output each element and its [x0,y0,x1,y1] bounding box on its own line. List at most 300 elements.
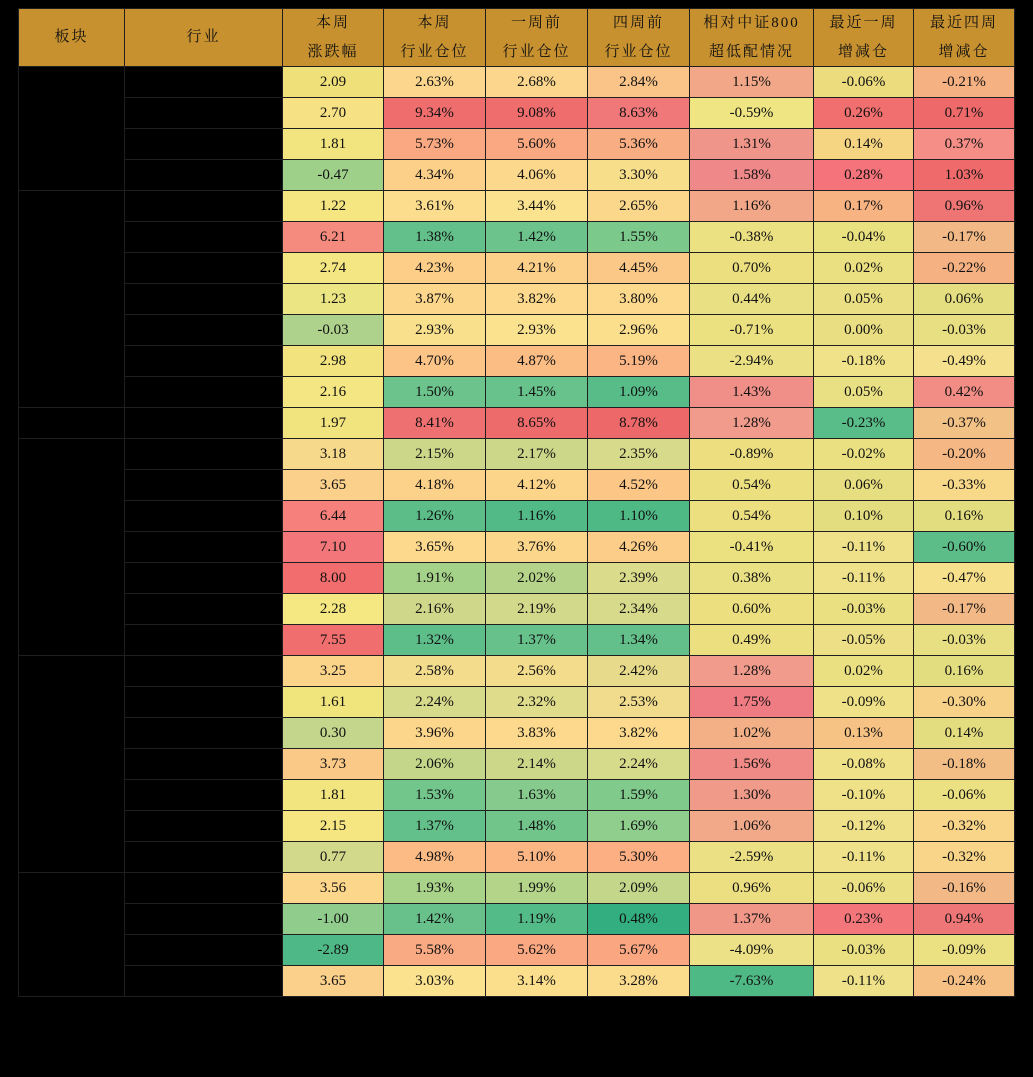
relative-csi800-cell: -4.09% [690,935,814,966]
industry-cell [125,439,283,470]
week-position-cell: 3.03% [384,966,486,997]
header-relative-csi800-line1: 相对中证800 [703,15,800,31]
table-row [19,98,1015,129]
four-week-ago-position-cell: 2.53% [588,687,690,718]
four-week-ago-position-cell: 1.34% [588,625,690,656]
one-week-ago-position-cell: 2.68% [486,67,588,98]
table-row [19,408,1015,439]
four-week-delta-cell: -0.33% [914,470,1015,501]
four-week-ago-position-cell: 4.26% [588,532,690,563]
relative-csi800-cell: 0.60% [690,594,814,625]
one-week-delta-cell: 0.10% [814,501,914,532]
relative-csi800-cell: 0.96% [690,873,814,904]
week-position-cell: 2.16% [384,594,486,625]
four-week-ago-position-cell: 2.84% [588,67,690,98]
week-position-cell: 1.42% [384,904,486,935]
one-week-delta-cell: -0.03% [814,594,914,625]
table-row [19,594,1015,625]
industry-cell [125,625,283,656]
relative-csi800-cell: -2.59% [690,842,814,873]
industry-cell [125,966,283,997]
header-one-week-delta [814,9,914,67]
sector-cell [19,873,125,997]
four-week-delta-cell: 1.03% [914,160,1015,191]
week-position-cell: 2.63% [384,67,486,98]
header-one-week-delta-line2: 增减仓 [837,43,889,60]
week-change-cell: 2.28 [283,594,384,625]
table-row [19,935,1015,966]
relative-csi800-cell: 0.38% [690,563,814,594]
one-week-ago-position-cell: 2.17% [486,439,588,470]
table-row [19,904,1015,935]
week-position-cell: 2.58% [384,656,486,687]
four-week-delta-cell: -0.03% [914,625,1015,656]
one-week-delta-cell: 0.02% [814,656,914,687]
one-week-ago-position-cell: 3.14% [486,966,588,997]
one-week-delta-cell: -0.11% [814,563,914,594]
table-row [19,129,1015,160]
four-week-delta-cell: 0.71% [914,98,1015,129]
four-week-delta-cell: 0.06% [914,284,1015,315]
relative-csi800-cell: -0.41% [690,532,814,563]
relative-csi800-cell: 1.30% [690,780,814,811]
four-week-delta-cell: -0.49% [914,346,1015,377]
table-body [19,67,1015,997]
four-week-ago-position-cell: 3.82% [588,718,690,749]
week-position-cell: 3.61% [384,191,486,222]
week-position-cell: 2.06% [384,749,486,780]
one-week-delta-cell: -0.08% [814,749,914,780]
relative-csi800-cell: 0.49% [690,625,814,656]
four-week-delta-cell: -0.37% [914,408,1015,439]
table-row [19,749,1015,780]
four-week-delta-cell: -0.20% [914,439,1015,470]
one-week-ago-position-cell: 3.76% [486,532,588,563]
header-week-change [283,9,384,67]
one-week-delta-cell: -0.23% [814,408,914,439]
week-position-cell: 4.23% [384,253,486,284]
week-position-cell: 3.65% [384,532,486,563]
relative-csi800-cell: 1.75% [690,687,814,718]
table-row [19,160,1015,191]
table-row [19,718,1015,749]
industry-cell [125,222,283,253]
week-change-cell: 3.25 [283,656,384,687]
week-change-cell: -1.00 [283,904,384,935]
four-week-delta-cell: -0.32% [914,811,1015,842]
one-week-ago-position-cell: 1.19% [486,904,588,935]
week-position-cell: 3.87% [384,284,486,315]
week-position-cell: 2.24% [384,687,486,718]
relative-csi800-cell: 1.58% [690,160,814,191]
table-row [19,811,1015,842]
four-week-delta-cell: 0.16% [914,656,1015,687]
week-change-cell: 1.61 [283,687,384,718]
week-position-cell: 1.37% [384,811,486,842]
week-position-cell: 1.91% [384,563,486,594]
one-week-delta-cell: -0.06% [814,67,914,98]
four-week-delta-cell: -0.47% [914,563,1015,594]
header-four-week-delta-line2: 增减仓 [938,43,990,60]
one-week-delta-cell: -0.02% [814,439,914,470]
relative-csi800-cell: 1.02% [690,718,814,749]
table-row [19,687,1015,718]
table-row [19,191,1015,222]
four-week-delta-cell: -0.03% [914,315,1015,346]
one-week-ago-position-cell: 3.44% [486,191,588,222]
table-row [19,222,1015,253]
one-week-delta-cell: 0.28% [814,160,914,191]
one-week-delta-cell: 0.13% [814,718,914,749]
header-one-week-ago-line2: 行业仓位 [502,43,571,60]
four-week-ago-position-cell: 5.19% [588,346,690,377]
week-change-cell: 2.09 [283,67,384,98]
week-change-cell: 2.98 [283,346,384,377]
one-week-delta-cell: -0.09% [814,687,914,718]
four-week-delta-cell: -0.24% [914,966,1015,997]
one-week-ago-position-cell: 5.62% [486,935,588,966]
one-week-ago-position-cell: 1.16% [486,501,588,532]
four-week-ago-position-cell: 5.30% [588,842,690,873]
industry-cell [125,346,283,377]
industry-cell [125,563,283,594]
week-change-cell: 1.23 [283,284,384,315]
table-row [19,563,1015,594]
sector-cell [19,67,125,191]
one-week-delta-cell: -0.03% [814,935,914,966]
header-four-week-delta [914,9,1015,67]
one-week-delta-cell: 0.02% [814,253,914,284]
four-week-ago-position-cell: 8.63% [588,98,690,129]
header-week-change-line2: 涨跌幅 [307,43,359,60]
header-one-week-ago-position [486,9,588,67]
week-position-cell: 5.58% [384,935,486,966]
one-week-ago-position-cell: 4.21% [486,253,588,284]
industry-cell [125,873,283,904]
industry-cell [125,935,283,966]
header-week-position [384,9,486,67]
one-week-delta-cell: -0.06% [814,873,914,904]
week-change-cell: 7.10 [283,532,384,563]
header-four-week-delta-line1: 最近四周 [929,15,998,31]
table-row [19,873,1015,904]
four-week-ago-position-cell: 1.10% [588,501,690,532]
table-header [19,9,1015,67]
header-sector-line1: 板块 [54,29,89,46]
week-change-cell: -2.89 [283,935,384,966]
header-four-week-ago-position [588,9,690,67]
table-row [19,439,1015,470]
four-week-ago-position-cell: 2.39% [588,563,690,594]
week-position-cell: 9.34% [384,98,486,129]
four-week-delta-cell: -0.21% [914,67,1015,98]
one-week-delta-cell: 0.23% [814,904,914,935]
week-position-cell: 4.70% [384,346,486,377]
one-week-ago-position-cell: 4.06% [486,160,588,191]
four-week-delta-cell: -0.18% [914,749,1015,780]
industry-cell [125,253,283,284]
industry-cell [125,718,283,749]
table-row [19,346,1015,377]
one-week-ago-position-cell: 2.32% [486,687,588,718]
week-change-cell: 6.21 [283,222,384,253]
table-row [19,501,1015,532]
week-change-cell: 2.15 [283,811,384,842]
week-position-cell: 1.26% [384,501,486,532]
one-week-delta-cell: -0.05% [814,625,914,656]
table-row [19,532,1015,563]
relative-csi800-cell: 0.70% [690,253,814,284]
week-position-cell: 3.96% [384,718,486,749]
week-position-cell: 4.98% [384,842,486,873]
week-position-cell: 1.93% [384,873,486,904]
four-week-delta-cell: 0.94% [914,904,1015,935]
four-week-ago-position-cell: 1.69% [588,811,690,842]
industry-cell [125,749,283,780]
four-week-ago-position-cell: 2.09% [588,873,690,904]
sector-cell [19,439,125,656]
industry-cell [125,98,283,129]
four-week-delta-cell: -0.17% [914,594,1015,625]
one-week-ago-position-cell: 9.08% [486,98,588,129]
header-one-week-ago-line1: 一周前 [510,15,562,31]
one-week-ago-position-cell: 1.45% [486,377,588,408]
relative-csi800-cell: 1.37% [690,904,814,935]
four-week-ago-position-cell: 4.45% [588,253,690,284]
one-week-delta-cell: 0.14% [814,129,914,160]
header-week-change-line1: 本周 [315,15,350,31]
industry-cell [125,315,283,346]
header-relative-csi800-line2: 超低配情况 [708,43,794,60]
industry-cell [125,532,283,563]
week-change-cell: 1.81 [283,129,384,160]
header-week-position-line2: 行业仓位 [400,43,469,60]
four-week-delta-cell: 0.42% [914,377,1015,408]
relative-csi800-cell: 1.16% [690,191,814,222]
four-week-delta-cell: -0.17% [914,222,1015,253]
four-week-ago-position-cell: 3.80% [588,284,690,315]
table-row [19,284,1015,315]
one-week-ago-position-cell: 3.83% [486,718,588,749]
four-week-ago-position-cell: 4.52% [588,470,690,501]
week-change-cell: 6.44 [283,501,384,532]
week-position-cell: 4.34% [384,160,486,191]
four-week-delta-cell: 0.37% [914,129,1015,160]
industry-cell [125,470,283,501]
table-row [19,253,1015,284]
one-week-ago-position-cell: 2.14% [486,749,588,780]
one-week-ago-position-cell: 2.19% [486,594,588,625]
one-week-delta-cell: 0.26% [814,98,914,129]
one-week-delta-cell: -0.18% [814,346,914,377]
one-week-ago-position-cell: 2.02% [486,563,588,594]
week-change-cell: 1.22 [283,191,384,222]
table-row [19,625,1015,656]
four-week-ago-position-cell: 2.24% [588,749,690,780]
table-row [19,470,1015,501]
relative-csi800-cell: -2.94% [690,346,814,377]
relative-csi800-cell: 1.28% [690,656,814,687]
industry-cell [125,904,283,935]
four-week-ago-position-cell: 2.42% [588,656,690,687]
one-week-delta-cell: -0.04% [814,222,914,253]
four-week-ago-position-cell: 2.96% [588,315,690,346]
four-week-ago-position-cell: 3.30% [588,160,690,191]
industry-cell [125,67,283,98]
relative-csi800-cell: 0.44% [690,284,814,315]
week-change-cell: 0.77 [283,842,384,873]
header-industry [125,9,283,67]
four-week-delta-cell: -0.22% [914,253,1015,284]
header-four-week-ago-line1: 四周前 [612,15,664,31]
week-position-cell: 8.41% [384,408,486,439]
sector-cell [19,191,125,408]
industry-cell [125,842,283,873]
week-change-cell: 3.65 [283,470,384,501]
four-week-ago-position-cell: 2.65% [588,191,690,222]
table-row [19,966,1015,997]
four-week-delta-cell: -0.60% [914,532,1015,563]
one-week-delta-cell: 0.00% [814,315,914,346]
relative-csi800-cell: 0.54% [690,501,814,532]
four-week-ago-position-cell: 3.28% [588,966,690,997]
table-row [19,377,1015,408]
week-change-cell: 7.55 [283,625,384,656]
header-week-position-line1: 本周 [417,15,452,31]
table-row [19,780,1015,811]
one-week-ago-position-cell: 4.12% [486,470,588,501]
four-week-delta-cell: -0.30% [914,687,1015,718]
one-week-delta-cell: 0.05% [814,284,914,315]
table-row [19,315,1015,346]
header-one-week-delta-line1: 最近一周 [829,15,898,31]
relative-csi800-cell: 1.28% [690,408,814,439]
industry-cell [125,687,283,718]
week-change-cell: 3.73 [283,749,384,780]
week-position-cell: 5.73% [384,129,486,160]
industry-cell [125,501,283,532]
week-change-cell: 3.18 [283,439,384,470]
week-change-cell: 1.81 [283,780,384,811]
table-row [19,67,1015,98]
relative-csi800-cell: 0.54% [690,470,814,501]
industry-cell [125,129,283,160]
week-change-cell: 8.00 [283,563,384,594]
relative-csi800-cell: 1.06% [690,811,814,842]
sector-cell [19,656,125,873]
relative-csi800-cell: -0.89% [690,439,814,470]
four-week-delta-cell: -0.32% [914,842,1015,873]
four-week-delta-cell: 0.96% [914,191,1015,222]
one-week-delta-cell: -0.11% [814,532,914,563]
week-change-cell: 2.16 [283,377,384,408]
one-week-ago-position-cell: 2.56% [486,656,588,687]
one-week-ago-position-cell: 1.37% [486,625,588,656]
four-week-ago-position-cell: 0.48% [588,904,690,935]
one-week-ago-position-cell: 5.10% [486,842,588,873]
table-row [19,842,1015,873]
week-position-cell: 4.18% [384,470,486,501]
header-industry-line1: 行业 [186,29,221,46]
four-week-delta-cell: 0.16% [914,501,1015,532]
four-week-ago-position-cell: 5.67% [588,935,690,966]
four-week-ago-position-cell: 1.59% [588,780,690,811]
week-change-cell: -0.03 [283,315,384,346]
four-week-ago-position-cell: 1.09% [588,377,690,408]
industry-position-table [18,8,1015,997]
industry-cell [125,811,283,842]
one-week-ago-position-cell: 1.99% [486,873,588,904]
week-change-cell: 2.74 [283,253,384,284]
industry-cell [125,408,283,439]
one-week-ago-position-cell: 1.48% [486,811,588,842]
one-week-ago-position-cell: 2.93% [486,315,588,346]
one-week-ago-position-cell: 1.63% [486,780,588,811]
header-row [19,9,1015,67]
week-position-cell: 2.15% [384,439,486,470]
sector-cell [19,408,125,439]
one-week-delta-cell: -0.11% [814,966,914,997]
four-week-delta-cell: -0.06% [914,780,1015,811]
relative-csi800-cell: -0.71% [690,315,814,346]
week-change-cell: 1.97 [283,408,384,439]
four-week-ago-position-cell: 2.35% [588,439,690,470]
relative-csi800-cell: -0.59% [690,98,814,129]
one-week-ago-position-cell: 5.60% [486,129,588,160]
relative-csi800-cell: -7.63% [690,966,814,997]
four-week-delta-cell: -0.16% [914,873,1015,904]
week-position-cell: 2.93% [384,315,486,346]
four-week-delta-cell: -0.09% [914,935,1015,966]
industry-cell [125,284,283,315]
relative-csi800-cell: -0.38% [690,222,814,253]
four-week-delta-cell: 0.14% [914,718,1015,749]
one-week-delta-cell: -0.11% [814,842,914,873]
week-change-cell: 3.65 [283,966,384,997]
week-change-cell: 3.56 [283,873,384,904]
one-week-ago-position-cell: 4.87% [486,346,588,377]
relative-csi800-cell: 1.31% [690,129,814,160]
relative-csi800-cell: 1.43% [690,377,814,408]
industry-cell [125,656,283,687]
week-position-cell: 1.38% [384,222,486,253]
four-week-ago-position-cell: 8.78% [588,408,690,439]
table-row [19,656,1015,687]
week-change-cell: 2.70 [283,98,384,129]
week-change-cell: -0.47 [283,160,384,191]
industry-cell [125,160,283,191]
industry-cell [125,594,283,625]
relative-csi800-cell: 1.15% [690,67,814,98]
week-position-cell: 1.53% [384,780,486,811]
one-week-delta-cell: 0.17% [814,191,914,222]
four-week-ago-position-cell: 5.36% [588,129,690,160]
four-week-ago-position-cell: 2.34% [588,594,690,625]
header-relative-csi800 [690,9,814,67]
relative-csi800-cell: 1.56% [690,749,814,780]
one-week-ago-position-cell: 3.82% [486,284,588,315]
one-week-ago-position-cell: 1.42% [486,222,588,253]
week-position-cell: 1.50% [384,377,486,408]
industry-cell [125,191,283,222]
one-week-delta-cell: 0.05% [814,377,914,408]
one-week-delta-cell: -0.10% [814,780,914,811]
one-week-ago-position-cell: 8.65% [486,408,588,439]
industry-cell [125,780,283,811]
four-week-ago-position-cell: 1.55% [588,222,690,253]
week-change-cell: 0.30 [283,718,384,749]
header-four-week-ago-line2: 行业仓位 [604,43,673,60]
